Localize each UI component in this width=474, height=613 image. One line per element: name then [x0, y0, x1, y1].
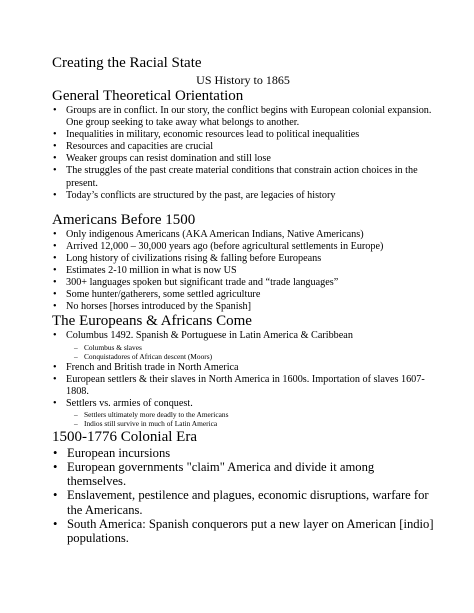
sub-list-item: – Indios still survive in much of Latin America	[74, 419, 434, 429]
list-item: • Only indigenous Americans (AKA American Indians, Native Americans)	[52, 229, 434, 241]
list-item-text: Settlers vs. armies of conquest.	[66, 397, 193, 409]
sub-list-item: – Settlers ultimately more deadly to the Americans	[74, 410, 434, 420]
europeans-africans-list	[52, 330, 434, 428]
list-item-text: Columbus 1492. Spanish & Portuguese in Latin America & Caribbean	[66, 330, 353, 342]
section-heading-general-orientation: General Theoretical Orientation	[52, 88, 244, 104]
list-item: • South America: Spanish conquerors put a new layer on American [indio] populations.	[52, 517, 434, 545]
list-item: • No horses [horses introduced by the Spanish]	[52, 301, 434, 313]
list-item: • Estimates 2-10 million in what is now US	[52, 265, 434, 277]
sub-list-item: – Conquistadores of African descent (Moors)	[74, 352, 434, 362]
sub-list	[66, 343, 434, 362]
americans-before-1500-list	[52, 229, 434, 314]
list-item: • The struggles of the past create material conditions that constrain action choices in the present.	[52, 165, 434, 189]
list-item: • Inequalities in military, economic resources lead to political inequalities	[52, 129, 434, 141]
section-heading-colonial-era: 1500-1776 Colonial Era	[52, 428, 197, 445]
list-item: • European settlers & their slaves in North America in 1600s. Importation of slaves 1607-1808.	[52, 374, 434, 398]
list-item: • Enslavement, pestilence and plagues, economic disruptions, warfare for the Americans.	[52, 488, 434, 516]
list-item: • Weaker groups can resist domination and still lose	[52, 153, 434, 165]
list-item: • Long history of civilizations rising & falling before Europeans	[52, 253, 434, 265]
section-heading-europeans-africans-come: The Europeans & Africans Come	[52, 313, 252, 330]
document-subtitle: US History to 1865	[196, 73, 290, 87]
list-item	[52, 330, 434, 361]
sub-list-item: – Columbus & slaves	[74, 343, 434, 353]
colonial-era-list	[52, 446, 434, 545]
section-heading-americans-before-1500: Americans Before 1500	[52, 211, 196, 228]
list-item: • European governments "claim" America and divide it among themselves.	[52, 460, 434, 488]
list-item: • Arrived 12,000 – 30,000 years ago (before agricultural settlements in Europe)	[52, 241, 434, 253]
list-item: • Resources and capacities are crucial	[52, 141, 434, 153]
list-item	[52, 398, 434, 429]
document-title: Creating the Racial State	[52, 55, 202, 71]
list-item: • Today’s conflicts are structured by the past, are legacies of history	[52, 190, 434, 202]
list-item: • Some hunter/gatherers, some settled agriculture	[52, 289, 434, 301]
sub-list	[66, 410, 434, 429]
list-item: • 300+ languages spoken but significant trade and “trade languages”	[52, 277, 434, 289]
general-orientation-list	[52, 105, 434, 202]
list-item: • Groups are in conflict. In our story, the conflict begins with European colonial expansion. One group seeking to take away what belongs to another.	[52, 105, 434, 129]
list-item: • French and British trade in North America	[52, 362, 434, 374]
list-item: • European incursions	[52, 446, 434, 460]
